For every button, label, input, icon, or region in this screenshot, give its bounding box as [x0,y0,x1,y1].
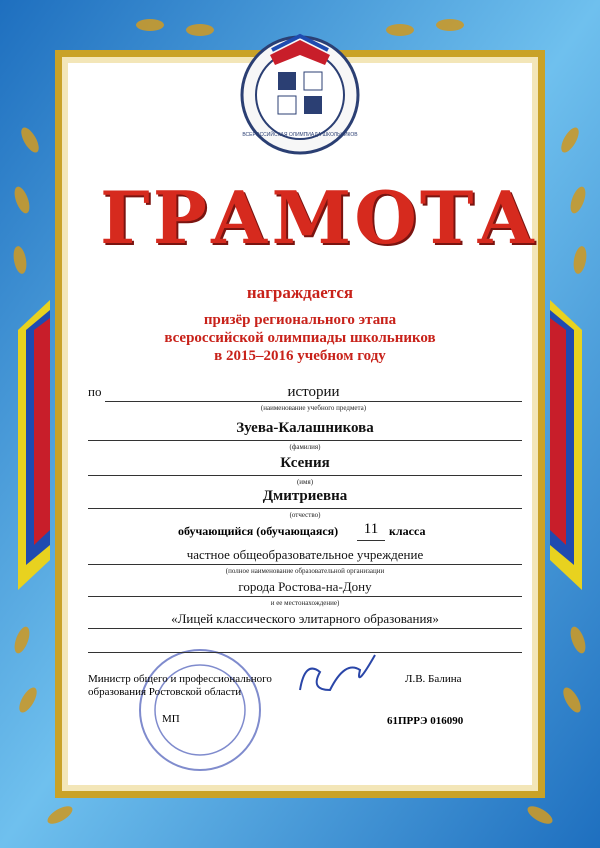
logo-text: ВСЕРОССИЙСКАЯ ОЛИМПИАДА ШКОЛЬНИКОВ [242,132,358,138]
mp-label: МП [162,713,180,725]
surname-value: Зуева-Калашникова [236,420,374,436]
patronymic-value: Дмитриевна [262,488,348,504]
lyceum-value: «Лицей классического элитарного образования» [171,611,439,626]
organization-value: частное общеобразовательное учреждение [186,547,424,562]
grade-prefix: обучающийся (обучающаяся) [178,524,339,538]
grade-value: 11 [363,521,379,537]
prize-line: в 2015–2016 учебном году [214,348,386,364]
prize-line: всероссийской олимпиады школьников [164,330,436,346]
subject-prefix: по [88,384,102,399]
patronymic-caption: (отчество) [289,511,321,519]
organization-caption: (полное наименование образовательной организации [225,567,385,575]
name-value: Ксения [280,455,330,471]
signatory-title: образования Ростовской области [88,686,242,698]
signatory-title: Министр общего и профессионального [88,673,272,685]
ribbon-left [18,300,50,590]
awarded-label: награждается [246,283,354,302]
subject-value: истории [287,384,340,400]
name-caption: (имя) [296,478,314,486]
signatory-name: Л.В. Балина [405,673,462,685]
serial-number: 61ПРРЭ 016090 [387,715,464,727]
prize-line: призёр регионального этапа [203,312,397,328]
subject-caption: (наименование учебного предмета) [260,404,367,412]
surname-caption: (фамилия) [289,443,321,451]
grade-suffix: класса [389,524,426,538]
ribbon-right [550,300,582,590]
city-value: города Ростова-на-Дону [238,579,372,594]
city-caption: и ее местонахождение) [270,599,340,607]
page-title: ГРАМОТА [100,175,539,260]
